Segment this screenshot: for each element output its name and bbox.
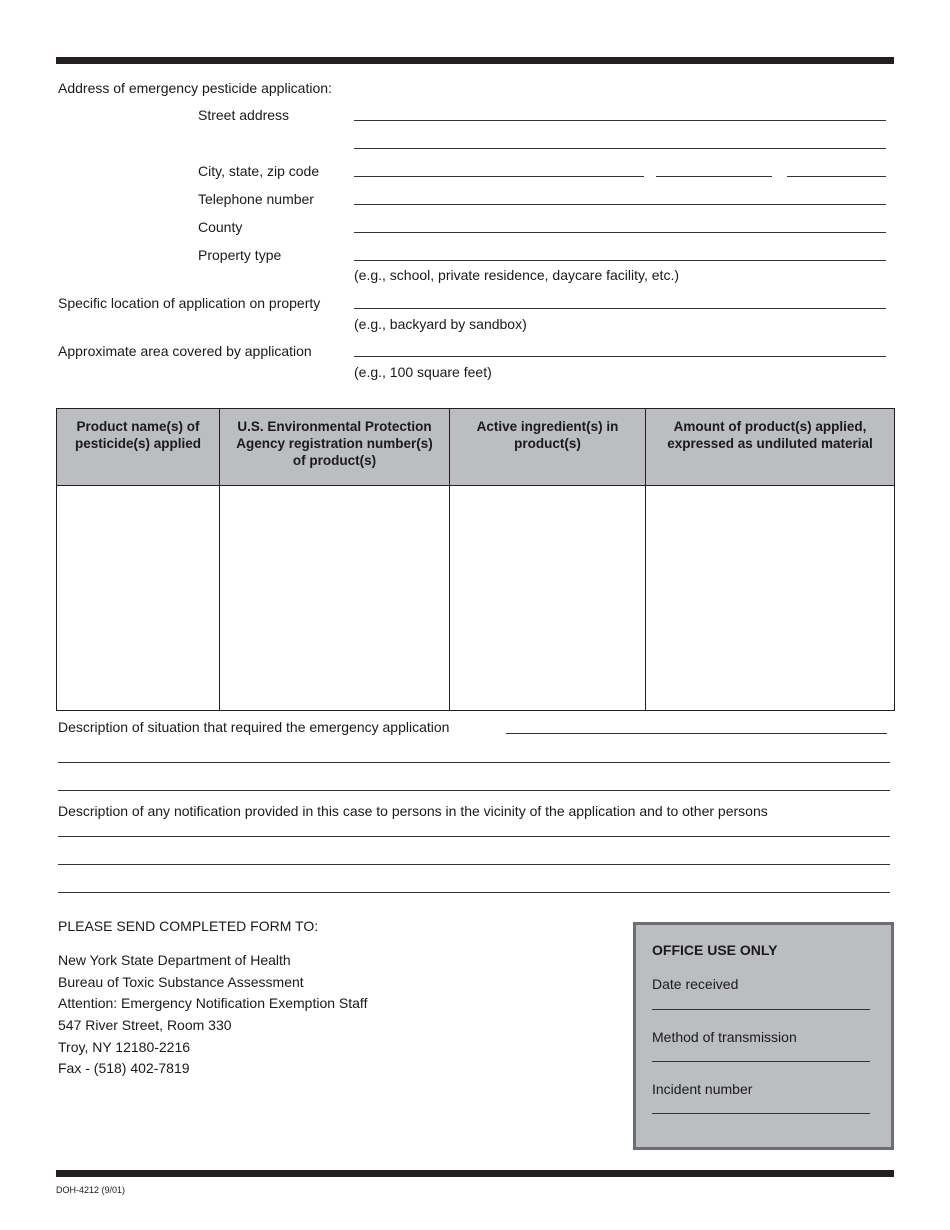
situation-field-3[interactable] [58, 790, 890, 791]
top-rule [56, 57, 894, 64]
method-of-transmission-label: Method of transmission [652, 1029, 797, 1045]
street-address-label: Street address [198, 107, 290, 123]
situation-label: Description of situation that required the emergency application [58, 719, 450, 735]
state-field[interactable] [656, 176, 772, 177]
specific-location-field[interactable] [354, 308, 886, 309]
header-epa-registration: U.S. Environmental Protection Agency registration number(s) of product(s) [220, 409, 450, 486]
product-table [56, 408, 895, 711]
office-use-box [633, 922, 894, 1150]
epa-registration-cell[interactable] [220, 486, 450, 711]
zip-field[interactable] [787, 176, 886, 177]
form-id: DOH-4212 (9/01) [56, 1185, 126, 1195]
city-field[interactable] [354, 176, 644, 177]
area-example: (e.g., 100 square feet) [354, 364, 492, 380]
area-field[interactable] [354, 356, 886, 357]
telephone-label: Telephone number [198, 191, 314, 207]
situation-field-1[interactable] [506, 733, 887, 734]
situation-field-2[interactable] [58, 762, 890, 763]
city-state-zip-label: City, state, zip code [198, 163, 320, 179]
header-amount-applied: Amount of product(s) applied, expressed as undiluted material [646, 409, 895, 486]
incident-number-label: Incident number [652, 1081, 753, 1097]
street-address-field[interactable] [354, 120, 886, 121]
address-line: New York State Department of Health [58, 952, 291, 968]
area-label: Approximate area covered by application [58, 343, 312, 359]
header-active-ingredient: Active ingredient(s) in product(s) [450, 409, 646, 486]
header-product-name: Product name(s) of pesticide(s) applied [57, 409, 220, 486]
product-name-cell[interactable] [57, 486, 220, 711]
address-line: Bureau of Toxic Substance Assessment [58, 974, 304, 990]
product-table-header-row [57, 409, 895, 486]
property-type-field[interactable] [354, 260, 886, 261]
notification-field-2[interactable] [58, 864, 890, 865]
specific-location-label: Specific location of application on property [58, 295, 321, 311]
method-of-transmission-field[interactable] [652, 1061, 870, 1062]
property-type-example: (e.g., school, private residence, daycare facility, etc.) [354, 267, 679, 283]
street-address-field-2[interactable] [354, 148, 886, 149]
active-ingredient-cell[interactable] [450, 486, 646, 711]
date-received-field[interactable] [652, 1009, 870, 1010]
bottom-rule [56, 1170, 894, 1177]
date-received-label: Date received [652, 976, 739, 992]
fax-line: Fax - (518) 402-7819 [58, 1060, 190, 1076]
address-heading: Address of emergency pesticide application: [58, 80, 332, 96]
amount-applied-cell[interactable] [646, 486, 895, 711]
address-line: Attention: Emergency Notification Exemption Staff [58, 995, 368, 1011]
office-use-title: OFFICE USE ONLY [652, 942, 778, 958]
notification-field-1[interactable] [58, 836, 890, 837]
table-row [57, 486, 895, 711]
address-line: Troy, NY 12180-2216 [58, 1039, 191, 1055]
specific-location-example: (e.g., backyard by sandbox) [354, 316, 527, 332]
send-to-heading: PLEASE SEND COMPLETED FORM TO: [58, 918, 319, 934]
notification-label: Description of any notification provided in this case to persons in the vicinity of the application and to other persons [58, 803, 768, 819]
telephone-field[interactable] [354, 204, 886, 205]
property-type-label: Property type [198, 247, 282, 263]
notification-field-3[interactable] [58, 892, 890, 893]
county-label: County [198, 219, 243, 235]
address-line: 547 River Street, Room 330 [58, 1017, 232, 1033]
incident-number-field[interactable] [652, 1113, 870, 1114]
county-field[interactable] [354, 232, 886, 233]
